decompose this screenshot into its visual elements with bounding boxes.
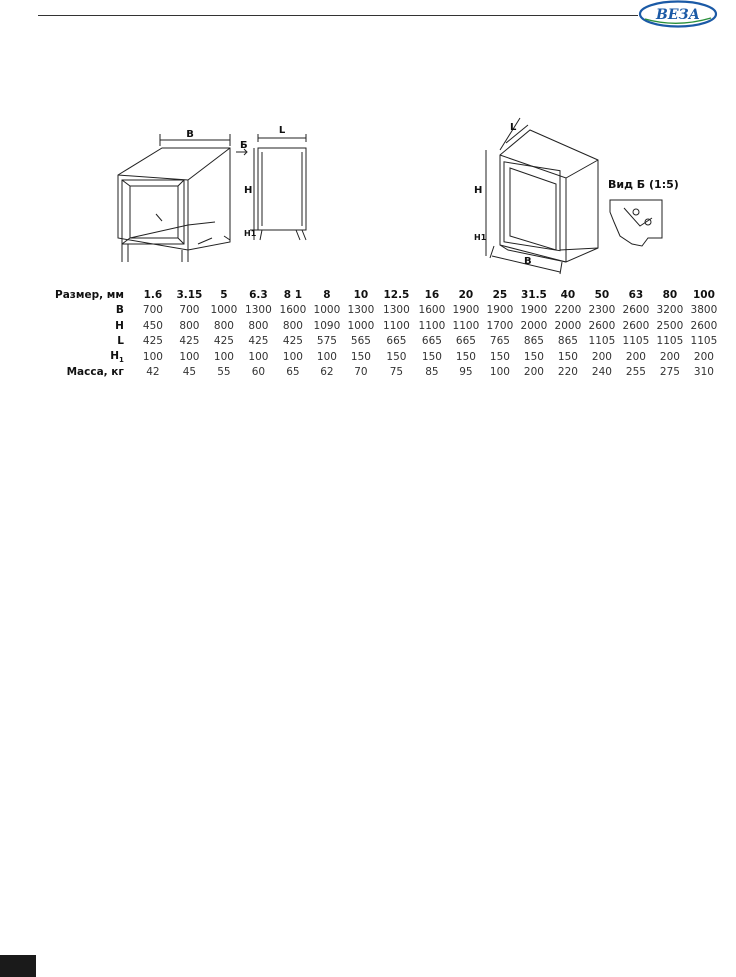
- table-cell: 3.15: [176, 288, 203, 301]
- table-cell: 800: [179, 319, 200, 332]
- table-cell: 70: [354, 366, 368, 379]
- table-cell: 2600: [690, 319, 718, 332]
- table-cell: 800: [213, 319, 234, 332]
- table-cell: 1000: [313, 304, 341, 317]
- table-cell: 100: [692, 288, 715, 301]
- table-cell: 450: [142, 319, 163, 332]
- table-cell: 150: [455, 350, 476, 363]
- table-cell: 425: [282, 335, 303, 348]
- table-cell: 2300: [588, 304, 616, 317]
- table-cell: 1300: [245, 304, 272, 317]
- table-cell: 150: [489, 350, 510, 363]
- table-row: [55, 318, 721, 334]
- table-cell: 1300: [347, 304, 375, 317]
- table-cell: 150: [350, 350, 371, 363]
- dim-H-left: H: [244, 185, 253, 196]
- table-cell: 8: [323, 288, 331, 301]
- veza-logo: [637, 0, 719, 28]
- dim-B-left: B: [186, 129, 194, 140]
- table-cell: 575: [316, 335, 337, 348]
- table-cell: 100: [489, 366, 510, 379]
- table-cell: 100: [248, 350, 269, 363]
- table-cell: 2000: [554, 319, 582, 332]
- row-label: H: [115, 319, 124, 332]
- table-cell: 1900: [486, 304, 514, 317]
- specification-table: [55, 287, 721, 380]
- table-cell: 31.5: [520, 288, 547, 301]
- table-cell: 100: [316, 350, 337, 363]
- detail-view-b: [610, 200, 662, 246]
- table-cell: 1100: [452, 319, 480, 332]
- table-cell: 1600: [418, 304, 446, 317]
- table-cell: 1000: [210, 304, 238, 317]
- table-cell: 6.3: [249, 288, 268, 301]
- table-cell: 800: [282, 319, 303, 332]
- table-cell: 310: [693, 366, 714, 379]
- table-cell: 2600: [622, 304, 650, 317]
- detail-label: Вид Б (1:5): [608, 178, 679, 191]
- table-cell: 1105: [622, 335, 650, 348]
- table-cell: 255: [625, 366, 646, 379]
- table-cell: 565: [350, 335, 371, 348]
- table-cell: 150: [421, 350, 442, 363]
- row-label: Размер, мм: [55, 288, 124, 301]
- row-label: B: [115, 304, 124, 317]
- table-cell: 150: [386, 350, 407, 363]
- table-cell: 200: [693, 350, 714, 363]
- dim-L-right: L: [510, 122, 517, 133]
- table-cell: 16: [424, 288, 440, 301]
- table-cell: 425: [179, 335, 200, 348]
- table-cell: 240: [591, 366, 612, 379]
- table-cell: 60: [251, 366, 266, 379]
- table-cell: 800: [248, 319, 269, 332]
- table-cell: 65: [286, 366, 300, 379]
- table-cell: 3200: [656, 304, 684, 317]
- table-cell: 1300: [383, 304, 410, 317]
- dim-H1-left: H1: [244, 229, 257, 238]
- dim-b-left: Б: [240, 140, 248, 151]
- table-cell: 1900: [452, 304, 480, 317]
- dim-L-left: L: [278, 125, 286, 136]
- table-cell: 1105: [588, 335, 616, 348]
- unit-drawings: [0, 100, 736, 280]
- row-label: L: [117, 335, 124, 348]
- table-cell: 100: [179, 350, 200, 363]
- page-corner-marker: [0, 955, 36, 977]
- table-cell: 100: [213, 350, 234, 363]
- dim-B-right: B: [524, 256, 532, 267]
- table-cell: 765: [489, 335, 510, 348]
- table-cell: 2500: [656, 319, 684, 332]
- table-cell: 1100: [418, 319, 446, 332]
- table-cell: 63: [628, 288, 644, 301]
- table-cell: 1.6: [143, 288, 163, 301]
- table-cell: 865: [557, 335, 578, 348]
- table-row: [55, 287, 721, 303]
- table-cell: 85: [425, 366, 439, 379]
- table-cell: 1105: [690, 335, 718, 348]
- table-cell: 1900: [520, 304, 548, 317]
- table-cell: 100: [142, 350, 163, 363]
- table-cell: 425: [213, 335, 234, 348]
- table-cell: 425: [248, 335, 269, 348]
- table-cell: 8 1: [283, 288, 303, 301]
- header-rule: [38, 15, 638, 16]
- table-cell: 200: [659, 350, 680, 363]
- table-cell: 3800: [690, 304, 718, 317]
- table-cell: 700: [179, 304, 200, 317]
- table-row: [55, 365, 721, 381]
- table-cell: 2000: [520, 319, 548, 332]
- table-cell: 42: [146, 366, 160, 379]
- table-row: [55, 334, 721, 350]
- table-cell: 200: [625, 350, 646, 363]
- table-cell: 1100: [383, 319, 410, 332]
- table-row: [55, 303, 721, 319]
- left-unit-drawing: [118, 134, 247, 262]
- table-cell: 55: [217, 366, 231, 379]
- table-cell: 2200: [554, 304, 582, 317]
- table-cell: 1600: [279, 304, 307, 317]
- table-cell: 50: [594, 288, 610, 301]
- table-cell: 1105: [656, 335, 684, 348]
- table-cell: 20: [458, 288, 474, 301]
- table-cell: 665: [421, 335, 442, 348]
- table-cell: 12.5: [383, 288, 410, 301]
- table-cell: 5: [220, 288, 228, 301]
- logo-text: ВЕЗА: [655, 7, 701, 23]
- table-cell: 1700: [486, 319, 514, 332]
- table-cell: 95: [459, 366, 473, 379]
- dim-H1-right: H1: [474, 233, 487, 242]
- table-cell: 1000: [347, 319, 375, 332]
- table-cell: 100: [282, 350, 303, 363]
- dim-H-right: H: [474, 185, 483, 196]
- table-cell: 45: [182, 366, 197, 379]
- table-cell: 665: [455, 335, 476, 348]
- table-cell: 25: [492, 288, 508, 301]
- table-cell: 80: [662, 288, 678, 301]
- table-cell: 1090: [313, 319, 341, 332]
- table-cell: 275: [659, 366, 680, 379]
- table-row: [55, 349, 721, 365]
- table-cell: 62: [320, 366, 334, 379]
- left-side-view: [250, 134, 306, 240]
- table-cell: 865: [523, 335, 544, 348]
- row-label: $H_1$: [110, 349, 124, 364]
- table-cell: 150: [557, 350, 578, 363]
- table-cell: 665: [386, 335, 407, 348]
- table-cell: 200: [591, 350, 612, 363]
- table-cell: 200: [523, 366, 544, 379]
- row-label: Масса, кг: [66, 366, 124, 379]
- table-cell: 220: [557, 366, 578, 379]
- table-cell: 2600: [622, 319, 650, 332]
- right-unit-drawing: [486, 118, 598, 274]
- table-cell: 10: [353, 288, 369, 301]
- table-cell: 40: [560, 288, 576, 301]
- table-cell: 75: [389, 366, 404, 379]
- table-cell: 700: [142, 304, 163, 317]
- table-cell: 425: [142, 335, 163, 348]
- table-cell: 2600: [588, 319, 616, 332]
- table-cell: 150: [523, 350, 544, 363]
